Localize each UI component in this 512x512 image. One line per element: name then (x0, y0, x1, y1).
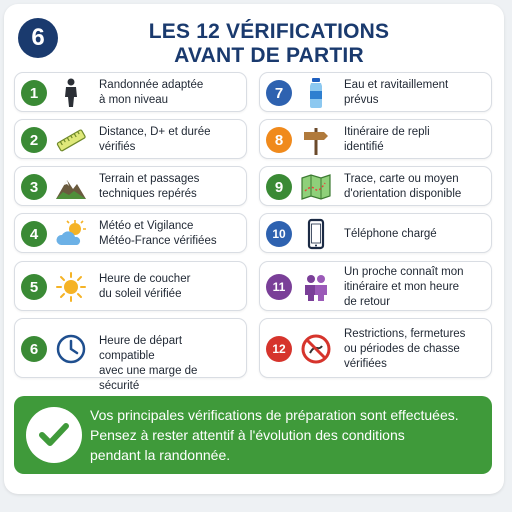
item-label-line: Un proche connaît mon (344, 265, 464, 278)
item-label (99, 172, 240, 202)
item-number-badge: 11 (266, 274, 292, 300)
item-label-line: ou périodes de chasse (344, 342, 460, 355)
banner-line-1: Vos principales vérifications de préparation sont effectuées. (90, 407, 459, 423)
checklist-item (14, 213, 247, 253)
checklist-item (259, 261, 492, 311)
checklist-item (14, 318, 247, 392)
item-label (99, 334, 240, 394)
item-number-badge: 2 (21, 127, 47, 153)
item-number-badge: 8 (266, 127, 292, 153)
item-label-line: Distance, D+ et durée (99, 126, 211, 138)
item-label-line: techniques repérés (99, 188, 197, 200)
item-number-badge: 3 (21, 174, 47, 200)
item-label-line: vérifiés (99, 141, 136, 153)
item-label (344, 265, 485, 310)
item-label-line: du soleil vérifiée (99, 288, 182, 300)
item-label-line: avec une marge de sécurité (99, 365, 198, 392)
title-line-2: AVANT DE PARTIR (174, 44, 364, 67)
item-label-line: de retour (344, 295, 391, 308)
page-title (114, 20, 424, 68)
title-line-1: LES 12 VÉRIFICATIONS (148, 20, 390, 43)
item-label-line: Eau et ravitaillement (344, 79, 449, 91)
check-icon (26, 407, 82, 463)
map-icon (300, 171, 332, 203)
checklist-item (14, 261, 247, 311)
checklist-item (259, 166, 492, 206)
item-label-line: Itinéraire de repli (344, 126, 430, 138)
confirmation-banner (14, 396, 492, 474)
item-label-line: à mon niveau (99, 94, 169, 106)
item-label-line: Téléphone chargé (344, 227, 437, 240)
item-label-line: itinéraire et mon heure (344, 280, 460, 293)
item-label-line: Heure de coucher (99, 273, 191, 285)
item-label (344, 125, 485, 155)
people-icon (300, 271, 332, 303)
item-number-badge: 4 (21, 221, 47, 247)
item-number-badge: 6 (21, 336, 47, 362)
item-label-line: Terrain et passages (99, 173, 200, 185)
item-number-badge: 1 (21, 80, 47, 106)
item-label (99, 219, 240, 249)
banner-message (90, 405, 484, 465)
item-label-line: identifié (344, 141, 384, 153)
item-label-line: vérifiées (344, 357, 387, 370)
water-bottle-icon (300, 77, 332, 109)
ruler-icon (55, 124, 87, 156)
item-label-line: Météo et Vigilance (99, 220, 194, 232)
checklist-item (14, 72, 247, 112)
item-label-line: Heure de départ compatible (99, 335, 183, 362)
item-label-line: Trace, carte ou moyen (344, 173, 459, 185)
item-label-line: d'orientation disponible (344, 188, 462, 200)
checklist-item (14, 166, 247, 206)
item-label (344, 327, 485, 372)
checklist-item (259, 318, 492, 378)
banner-line-3: pendant la randonnée. (90, 447, 231, 463)
item-label-line: prévus (344, 94, 379, 106)
item-label (99, 78, 240, 108)
item-label (99, 272, 240, 302)
prohibited-icon (300, 333, 332, 365)
item-label-line: Randonnée adaptée (99, 79, 204, 91)
item-label (344, 78, 485, 108)
checklist-item (14, 119, 247, 159)
item-number-badge: 12 (266, 336, 292, 362)
phone-icon (300, 218, 332, 250)
item-number-badge: 10 (266, 221, 292, 247)
clock-icon (55, 333, 87, 365)
item-label (99, 125, 240, 155)
item-label-line: Restrictions, fermetures (344, 327, 466, 340)
weather-icon (55, 218, 87, 250)
item-number-badge: 7 (266, 80, 292, 106)
checklist-item (259, 119, 492, 159)
sun-icon (55, 271, 87, 303)
hiker-icon (55, 77, 87, 109)
checklist-item (259, 72, 492, 112)
item-label (344, 227, 485, 242)
checklist-item (259, 213, 492, 253)
signpost-icon (300, 124, 332, 156)
item-number-badge: 9 (266, 174, 292, 200)
mountain-icon (55, 171, 87, 203)
banner-line-2: Pensez à rester attentif à l'évolution des conditions (90, 427, 405, 443)
step-number-badge: 6 (18, 18, 58, 58)
item-number-badge: 5 (21, 274, 47, 300)
item-label-line: Météo-France vérifiées (99, 235, 217, 247)
item-label (344, 172, 485, 202)
